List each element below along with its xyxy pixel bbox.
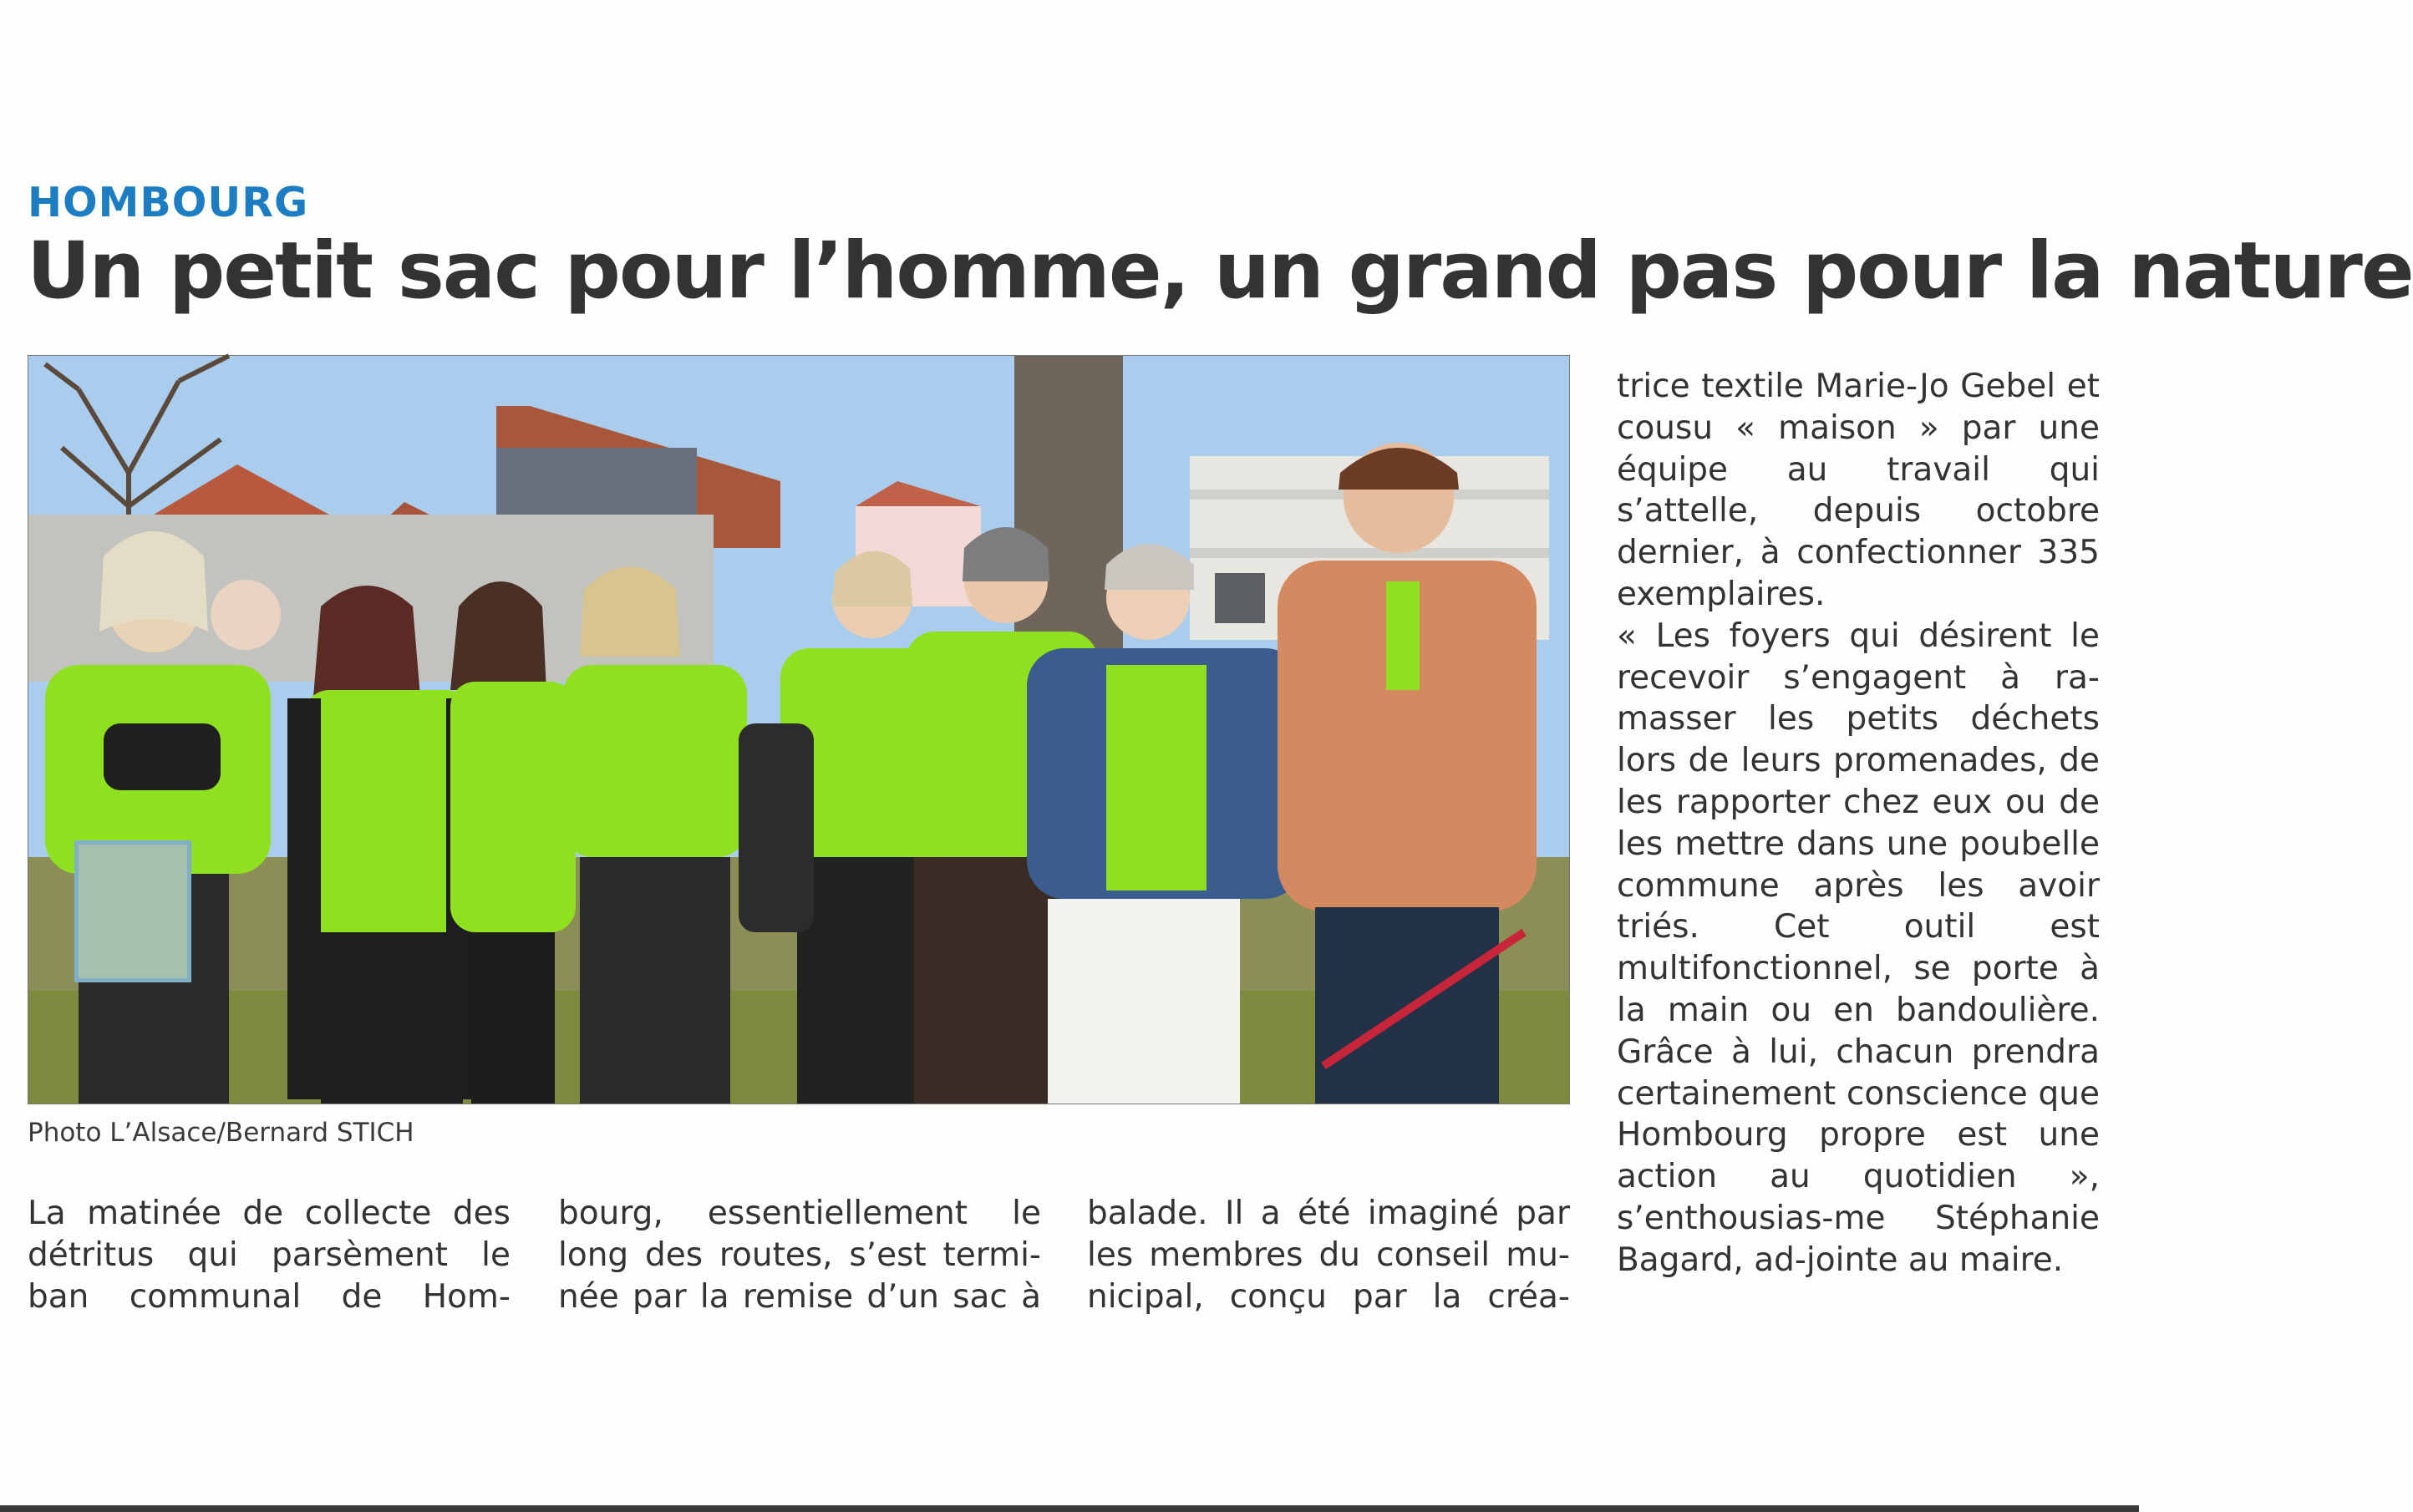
photo-credit: Photo L’Alsace/Bernard STICH xyxy=(28,1118,414,1148)
section-kicker: HOMBOURG xyxy=(28,179,309,226)
article-paragraph: trice textile Marie-Jo Gebel et cousu « maison » par une équipe au travail qui s’attelle, depuis octobre dernier, à confectionner 335 exemplaires. xyxy=(1617,368,2100,613)
article-paragraph: « Les foyers qui désirent le recevoir s’engagent à ra-masser les petits déchets lors de leurs promenades, de les rapporter chez eux ou de les mettre dans une poubelle commune après les avoir triés. Cet outil est multifonctionnel, se porte à la main ou en bandoulière. Grâce à lui, chacun prendra certainement conscience que Hombourg propre est une action au quotidien », s’enthousias-me Stéphanie Bagard, ad-jointe au maire. xyxy=(1617,616,2100,1279)
article-column-2: bourg, essentiellement le long des routes, s’est termi-née par la remise d’un sac à xyxy=(558,1195,1041,1316)
photo-illustration xyxy=(28,356,1569,1104)
article-column-1: La matinée de collecte des détritus qui parsèment le ban communal de Hom- xyxy=(28,1195,511,1316)
page-bottom-edge xyxy=(0,1505,2139,1512)
article-headline: Un petit sac pour l’homme, un grand pas pour la nature xyxy=(27,226,2413,317)
article-column-3: balade. Il a été imaginé par les membres du conseil mu-nicipal, conçu par la créa- xyxy=(1087,1195,1570,1316)
article-photo xyxy=(28,355,1570,1104)
article-column-4 xyxy=(1617,366,2100,1281)
